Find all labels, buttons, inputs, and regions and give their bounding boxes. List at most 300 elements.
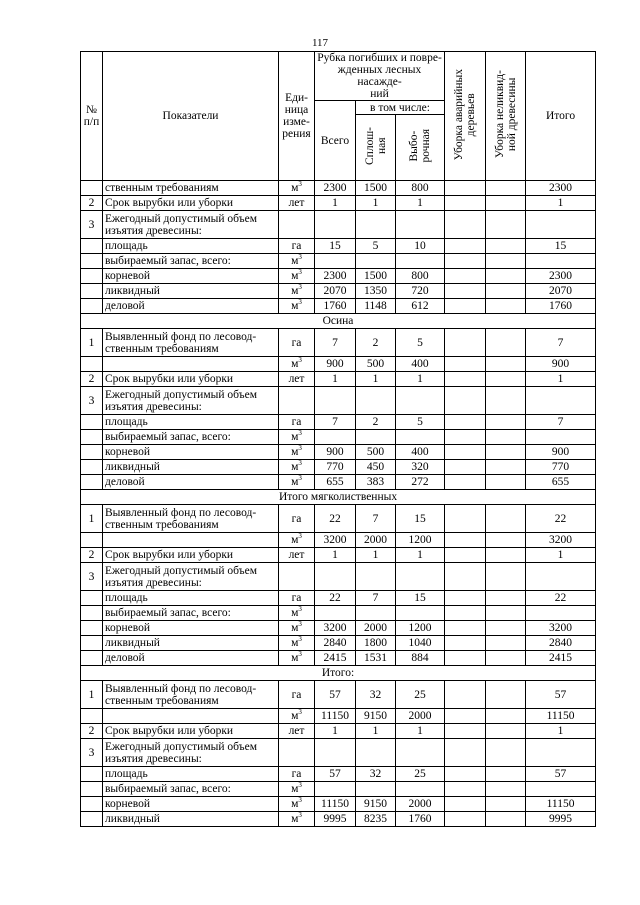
- table-row: [81, 284, 596, 299]
- clear-felling-cell: [356, 739, 396, 767]
- row-number-cell: [81, 415, 103, 430]
- indicator-cell: Ежегодный допустимый объем изъятия древесины:: [103, 563, 279, 591]
- illiquid-wood-cell: [486, 299, 526, 314]
- unit-cell: [279, 387, 315, 415]
- emergency-trees-cell: [445, 636, 486, 651]
- unit-cell: [279, 505, 315, 533]
- emergency-trees-cell: [445, 254, 486, 269]
- unit-cell: [279, 797, 315, 812]
- selective-felling-cell: 15: [396, 505, 445, 533]
- emergency-trees-cell: [445, 299, 486, 314]
- illiquid-wood-cell: [486, 797, 526, 812]
- table-row: [81, 563, 596, 591]
- unit-superscript: 3: [298, 620, 302, 628]
- table-row: [81, 709, 596, 724]
- itogo-cell: 2300: [526, 181, 596, 196]
- unit-label: м: [291, 182, 299, 194]
- clear-felling-cell: 7: [356, 505, 396, 533]
- selective-felling-cell: 1200: [396, 533, 445, 548]
- itogo-cell: 900: [526, 357, 596, 372]
- clear-felling-cell: 7: [356, 591, 396, 606]
- unit-label: м: [291, 476, 299, 488]
- indicator-cell: ликвидный: [103, 460, 279, 475]
- illiquid-wood-cell: [486, 563, 526, 591]
- total-cell: 3200: [315, 621, 356, 636]
- total-cell: 1: [315, 548, 356, 563]
- selective-felling-cell: 1: [396, 724, 445, 739]
- total-cell: [315, 606, 356, 621]
- emergency-trees-cell: [445, 563, 486, 591]
- row-number-cell: [81, 357, 103, 372]
- row-number-cell: [81, 533, 103, 548]
- illiquid-wood-cell: [486, 767, 526, 782]
- emergency-trees-cell: [445, 329, 486, 357]
- section-heading-row: [81, 314, 596, 329]
- table-row: [81, 196, 596, 211]
- unit-label: га: [291, 240, 302, 252]
- header-illiquid-wood: Уборка неликвид- ной древесины: [486, 52, 526, 181]
- row-number-cell: [81, 254, 103, 269]
- unit-label: лет: [288, 197, 305, 209]
- clear-felling-cell: 1: [356, 372, 396, 387]
- unit-label: лет: [288, 725, 305, 737]
- total-cell: 1: [315, 196, 356, 211]
- total-cell: 11150: [315, 797, 356, 812]
- row-number-cell: [81, 239, 103, 254]
- illiquid-wood-cell: [486, 812, 526, 827]
- illiquid-wood-cell: [486, 533, 526, 548]
- table-header: [81, 52, 596, 181]
- clear-felling-cell: 1531: [356, 651, 396, 666]
- unit-superscript: 3: [298, 268, 302, 276]
- header-including: в том числе:: [356, 101, 445, 115]
- clear-felling-cell: 500: [356, 445, 396, 460]
- unit-label: лет: [288, 549, 305, 561]
- table-row: [81, 181, 596, 196]
- table-row: [81, 797, 596, 812]
- row-number-cell: [81, 445, 103, 460]
- emergency-trees-cell: [445, 372, 486, 387]
- unit-superscript: 3: [298, 811, 302, 819]
- unit-superscript: 3: [298, 474, 302, 482]
- total-cell: 2300: [315, 181, 356, 196]
- clear-felling-cell: [356, 387, 396, 415]
- itogo-cell: 7: [526, 329, 596, 357]
- clear-felling-cell: 1350: [356, 284, 396, 299]
- table-row: [81, 299, 596, 314]
- selective-felling-cell: 884: [396, 651, 445, 666]
- indicator-cell: корневой: [103, 445, 279, 460]
- clear-felling-cell: [356, 254, 396, 269]
- row-number-cell: [81, 651, 103, 666]
- selective-felling-cell: 1: [396, 548, 445, 563]
- total-cell: [315, 254, 356, 269]
- unit-label: м: [291, 710, 299, 722]
- row-number-cell: 3: [81, 387, 103, 415]
- clear-felling-cell: 2000: [356, 533, 396, 548]
- page-number: 117: [311, 37, 329, 49]
- clear-felling-cell: [356, 211, 396, 239]
- indicator-cell: площадь: [103, 767, 279, 782]
- unit-cell: [279, 430, 315, 445]
- header-emergency-trees: Уборка аварийных деревьев: [445, 52, 486, 181]
- itogo-cell: [526, 211, 596, 239]
- clear-felling-cell: [356, 606, 396, 621]
- indicator-cell: [103, 533, 279, 548]
- clear-felling-cell: 32: [356, 767, 396, 782]
- row-number-cell: [81, 636, 103, 651]
- itogo-cell: [526, 782, 596, 797]
- indicator-cell: Ежегодный допустимый объем изъятия древесины:: [103, 387, 279, 415]
- indicator-cell: Ежегодный допустимый объем изъятия древесины:: [103, 739, 279, 767]
- selective-felling-cell: 10: [396, 239, 445, 254]
- selective-felling-cell: 612: [396, 299, 445, 314]
- selective-felling-cell: 400: [396, 445, 445, 460]
- row-number-cell: [81, 606, 103, 621]
- unit-cell: [279, 767, 315, 782]
- illiquid-wood-cell: [486, 211, 526, 239]
- illiquid-wood-cell: [486, 681, 526, 709]
- row-number-cell: [81, 430, 103, 445]
- unit-cell: [279, 284, 315, 299]
- table-row: [81, 430, 596, 445]
- unit-label: м: [291, 300, 299, 312]
- table-row: [81, 239, 596, 254]
- itogo-cell: 15: [526, 239, 596, 254]
- unit-superscript: 3: [298, 796, 302, 804]
- unit-cell: [279, 621, 315, 636]
- emergency-trees-cell: [445, 767, 486, 782]
- unit-label: м: [291, 637, 299, 649]
- selective-felling-cell: 2000: [396, 709, 445, 724]
- table-row: [81, 415, 596, 430]
- clear-felling-cell: 8235: [356, 812, 396, 827]
- total-cell: 2070: [315, 284, 356, 299]
- table-body: [81, 181, 596, 827]
- total-cell: 15: [315, 239, 356, 254]
- unit-label: м: [291, 622, 299, 634]
- total-cell: 900: [315, 445, 356, 460]
- emergency-trees-cell: [445, 812, 486, 827]
- unit-cell: [279, 357, 315, 372]
- illiquid-wood-cell: [486, 387, 526, 415]
- forest-felling-table: [80, 51, 596, 827]
- clear-felling-cell: 5: [356, 239, 396, 254]
- illiquid-wood-cell: [486, 709, 526, 724]
- row-number-cell: [81, 767, 103, 782]
- row-number-cell: 3: [81, 739, 103, 767]
- clear-felling-cell: 2: [356, 415, 396, 430]
- indicator-cell: корневой: [103, 621, 279, 636]
- indicator-cell: деловой: [103, 475, 279, 490]
- illiquid-wood-cell: [486, 254, 526, 269]
- total-cell: 2415: [315, 651, 356, 666]
- table-row: [81, 475, 596, 490]
- row-number-cell: [81, 812, 103, 827]
- emergency-trees-cell: [445, 284, 486, 299]
- emergency-trees-cell: [445, 782, 486, 797]
- header-selective-felling: Выбо- рочная: [396, 115, 445, 181]
- unit-superscript: 3: [298, 253, 302, 261]
- unit-cell: [279, 636, 315, 651]
- total-cell: 900: [315, 357, 356, 372]
- table-row: [81, 372, 596, 387]
- table-row: [81, 533, 596, 548]
- unit-cell: [279, 299, 315, 314]
- selective-felling-cell: [396, 782, 445, 797]
- itogo-cell: [526, 430, 596, 445]
- selective-felling-cell: 1760: [396, 812, 445, 827]
- table-row: [81, 681, 596, 709]
- emergency-trees-cell: [445, 211, 486, 239]
- total-cell: 2300: [315, 269, 356, 284]
- total-cell: 1760: [315, 299, 356, 314]
- unit-label: м: [291, 358, 299, 370]
- illiquid-wood-cell: [486, 606, 526, 621]
- unit-cell: [279, 533, 315, 548]
- unit-label: м: [291, 270, 299, 282]
- unit-label: м: [291, 255, 299, 267]
- clear-felling-cell: 383: [356, 475, 396, 490]
- total-cell: 3200: [315, 533, 356, 548]
- emergency-trees-cell: [445, 533, 486, 548]
- unit-superscript: 3: [298, 635, 302, 643]
- itogo-cell: 22: [526, 505, 596, 533]
- selective-felling-cell: [396, 606, 445, 621]
- section-title: Итого мягколиственных: [81, 490, 596, 505]
- emergency-trees-cell: [445, 548, 486, 563]
- section-heading-row: [81, 490, 596, 505]
- illiquid-wood-cell: [486, 505, 526, 533]
- illiquid-wood-cell: [486, 724, 526, 739]
- unit-cell: [279, 563, 315, 591]
- unit-cell: [279, 651, 315, 666]
- emergency-trees-cell: [445, 196, 486, 211]
- clear-felling-cell: 1148: [356, 299, 396, 314]
- unit-cell: [279, 239, 315, 254]
- header-clear-felling: Сплош- ная: [356, 115, 396, 181]
- clear-felling-cell: 2: [356, 329, 396, 357]
- illiquid-wood-cell: [486, 430, 526, 445]
- unit-cell: [279, 415, 315, 430]
- header-itogo: Итого: [526, 52, 596, 181]
- illiquid-wood-cell: [486, 460, 526, 475]
- emergency-trees-cell: [445, 681, 486, 709]
- illiquid-wood-cell: [486, 415, 526, 430]
- illiquid-wood-cell: [486, 591, 526, 606]
- row-number-cell: 1: [81, 681, 103, 709]
- selective-felling-cell: 1200: [396, 621, 445, 636]
- illiquid-wood-cell: [486, 239, 526, 254]
- unit-superscript: 3: [298, 356, 302, 364]
- clear-felling-cell: 1: [356, 196, 396, 211]
- illiquid-wood-cell: [486, 329, 526, 357]
- indicator-cell: Выявленный фонд по лесовод-ственным требованиям: [103, 505, 279, 533]
- illiquid-wood-cell: [486, 372, 526, 387]
- unit-superscript: 3: [298, 429, 302, 437]
- table-row: [81, 636, 596, 651]
- emergency-trees-cell: [445, 430, 486, 445]
- indicator-cell: Выявленный фонд по лесовод-ственным требованиям: [103, 681, 279, 709]
- total-cell: 57: [315, 767, 356, 782]
- selective-felling-cell: [396, 739, 445, 767]
- indicator-cell: выбираемый запас, всего:: [103, 254, 279, 269]
- clear-felling-cell: 9150: [356, 797, 396, 812]
- unit-cell: [279, 372, 315, 387]
- illiquid-wood-cell: [486, 621, 526, 636]
- illiquid-wood-cell: [486, 475, 526, 490]
- unit-label: м: [291, 652, 299, 664]
- itogo-cell: [526, 254, 596, 269]
- total-cell: [315, 782, 356, 797]
- unit-label: га: [291, 336, 302, 349]
- unit-label: м: [291, 813, 299, 825]
- table-row: [81, 548, 596, 563]
- total-cell: [315, 387, 356, 415]
- row-number-cell: [81, 460, 103, 475]
- itogo-cell: 1760: [526, 299, 596, 314]
- indicator-cell: площадь: [103, 415, 279, 430]
- emergency-trees-cell: [445, 415, 486, 430]
- selective-felling-cell: [396, 387, 445, 415]
- header-indicators: Показатели: [103, 52, 279, 181]
- total-cell: 7: [315, 415, 356, 430]
- indicator-cell: корневой: [103, 269, 279, 284]
- total-cell: 57: [315, 681, 356, 709]
- table-row: [81, 329, 596, 357]
- selective-felling-cell: 320: [396, 460, 445, 475]
- unit-cell: [279, 782, 315, 797]
- total-cell: 1: [315, 724, 356, 739]
- row-number-cell: [81, 797, 103, 812]
- indicator-cell: Срок вырубки или уборки: [103, 196, 279, 211]
- total-cell: 9995: [315, 812, 356, 827]
- row-number-cell: 2: [81, 372, 103, 387]
- unit-cell: [279, 739, 315, 767]
- table-row: [81, 782, 596, 797]
- total-cell: 22: [315, 591, 356, 606]
- clear-felling-cell: [356, 563, 396, 591]
- unit-label: м: [291, 783, 299, 795]
- total-cell: 655: [315, 475, 356, 490]
- total-cell: [315, 430, 356, 445]
- selective-felling-cell: 2000: [396, 797, 445, 812]
- emergency-trees-cell: [445, 460, 486, 475]
- itogo-cell: 2415: [526, 651, 596, 666]
- row-number-cell: [81, 591, 103, 606]
- table-row: [81, 387, 596, 415]
- unit-cell: [279, 475, 315, 490]
- row-number-cell: 2: [81, 196, 103, 211]
- clear-felling-cell: 1: [356, 724, 396, 739]
- itogo-cell: 2070: [526, 284, 596, 299]
- table-row: [81, 254, 596, 269]
- row-number-cell: [81, 269, 103, 284]
- clear-felling-cell: 1500: [356, 181, 396, 196]
- itogo-cell: 1: [526, 372, 596, 387]
- emergency-trees-cell: [445, 621, 486, 636]
- itogo-cell: 22: [526, 591, 596, 606]
- unit-label: м: [291, 607, 299, 619]
- itogo-cell: [526, 739, 596, 767]
- total-cell: 2840: [315, 636, 356, 651]
- section-title: Осина: [81, 314, 596, 329]
- selective-felling-cell: [396, 211, 445, 239]
- row-number-cell: 2: [81, 724, 103, 739]
- indicator-cell: ликвидный: [103, 812, 279, 827]
- selective-felling-cell: 1040: [396, 636, 445, 651]
- header-num: № п/п: [81, 52, 103, 181]
- clear-felling-cell: 500: [356, 357, 396, 372]
- illiquid-wood-cell: [486, 196, 526, 211]
- header-unit: Еди- ница изме- рения: [279, 52, 315, 181]
- emergency-trees-cell: [445, 591, 486, 606]
- table-row: [81, 591, 596, 606]
- row-number-cell: 1: [81, 505, 103, 533]
- selective-felling-cell: 1: [396, 372, 445, 387]
- unit-label: м: [291, 446, 299, 458]
- clear-felling-cell: 9150: [356, 709, 396, 724]
- table-row: [81, 445, 596, 460]
- emergency-trees-cell: [445, 797, 486, 812]
- itogo-cell: 770: [526, 460, 596, 475]
- itogo-cell: 7: [526, 415, 596, 430]
- unit-label: м: [291, 431, 299, 443]
- selective-felling-cell: 1: [396, 196, 445, 211]
- indicator-cell: площадь: [103, 591, 279, 606]
- unit-label: м: [291, 534, 299, 546]
- total-cell: [315, 739, 356, 767]
- illiquid-wood-cell: [486, 636, 526, 651]
- row-number-cell: [81, 621, 103, 636]
- unit-superscript: 3: [298, 605, 302, 613]
- clear-felling-cell: 32: [356, 681, 396, 709]
- itogo-cell: [526, 563, 596, 591]
- section-title: Итого:: [81, 666, 596, 681]
- selective-felling-cell: 272: [396, 475, 445, 490]
- selective-felling-cell: 5: [396, 415, 445, 430]
- unit-cell: [279, 724, 315, 739]
- table-row: [81, 269, 596, 284]
- unit-superscript: 3: [298, 708, 302, 716]
- unit-cell: [279, 812, 315, 827]
- unit-label: га: [291, 768, 302, 780]
- selective-felling-cell: 800: [396, 269, 445, 284]
- indicator-cell: Срок вырубки или уборки: [103, 372, 279, 387]
- itogo-cell: 9995: [526, 812, 596, 827]
- emergency-trees-cell: [445, 505, 486, 533]
- selective-felling-cell: 5: [396, 329, 445, 357]
- illiquid-wood-cell: [486, 181, 526, 196]
- row-number-cell: [81, 782, 103, 797]
- itogo-cell: 900: [526, 445, 596, 460]
- table-row: [81, 651, 596, 666]
- row-number-cell: [81, 475, 103, 490]
- table-row: [81, 606, 596, 621]
- clear-felling-cell: 1500: [356, 269, 396, 284]
- total-cell: 1: [315, 372, 356, 387]
- selective-felling-cell: 15: [396, 591, 445, 606]
- itogo-cell: 2300: [526, 269, 596, 284]
- indicator-cell: деловой: [103, 651, 279, 666]
- row-number-cell: [81, 284, 103, 299]
- indicator-cell: ликвидный: [103, 284, 279, 299]
- unit-superscript: 3: [298, 781, 302, 789]
- itogo-cell: 57: [526, 681, 596, 709]
- unit-label: га: [291, 688, 302, 701]
- unit-label: м: [291, 461, 299, 473]
- illiquid-wood-cell: [486, 284, 526, 299]
